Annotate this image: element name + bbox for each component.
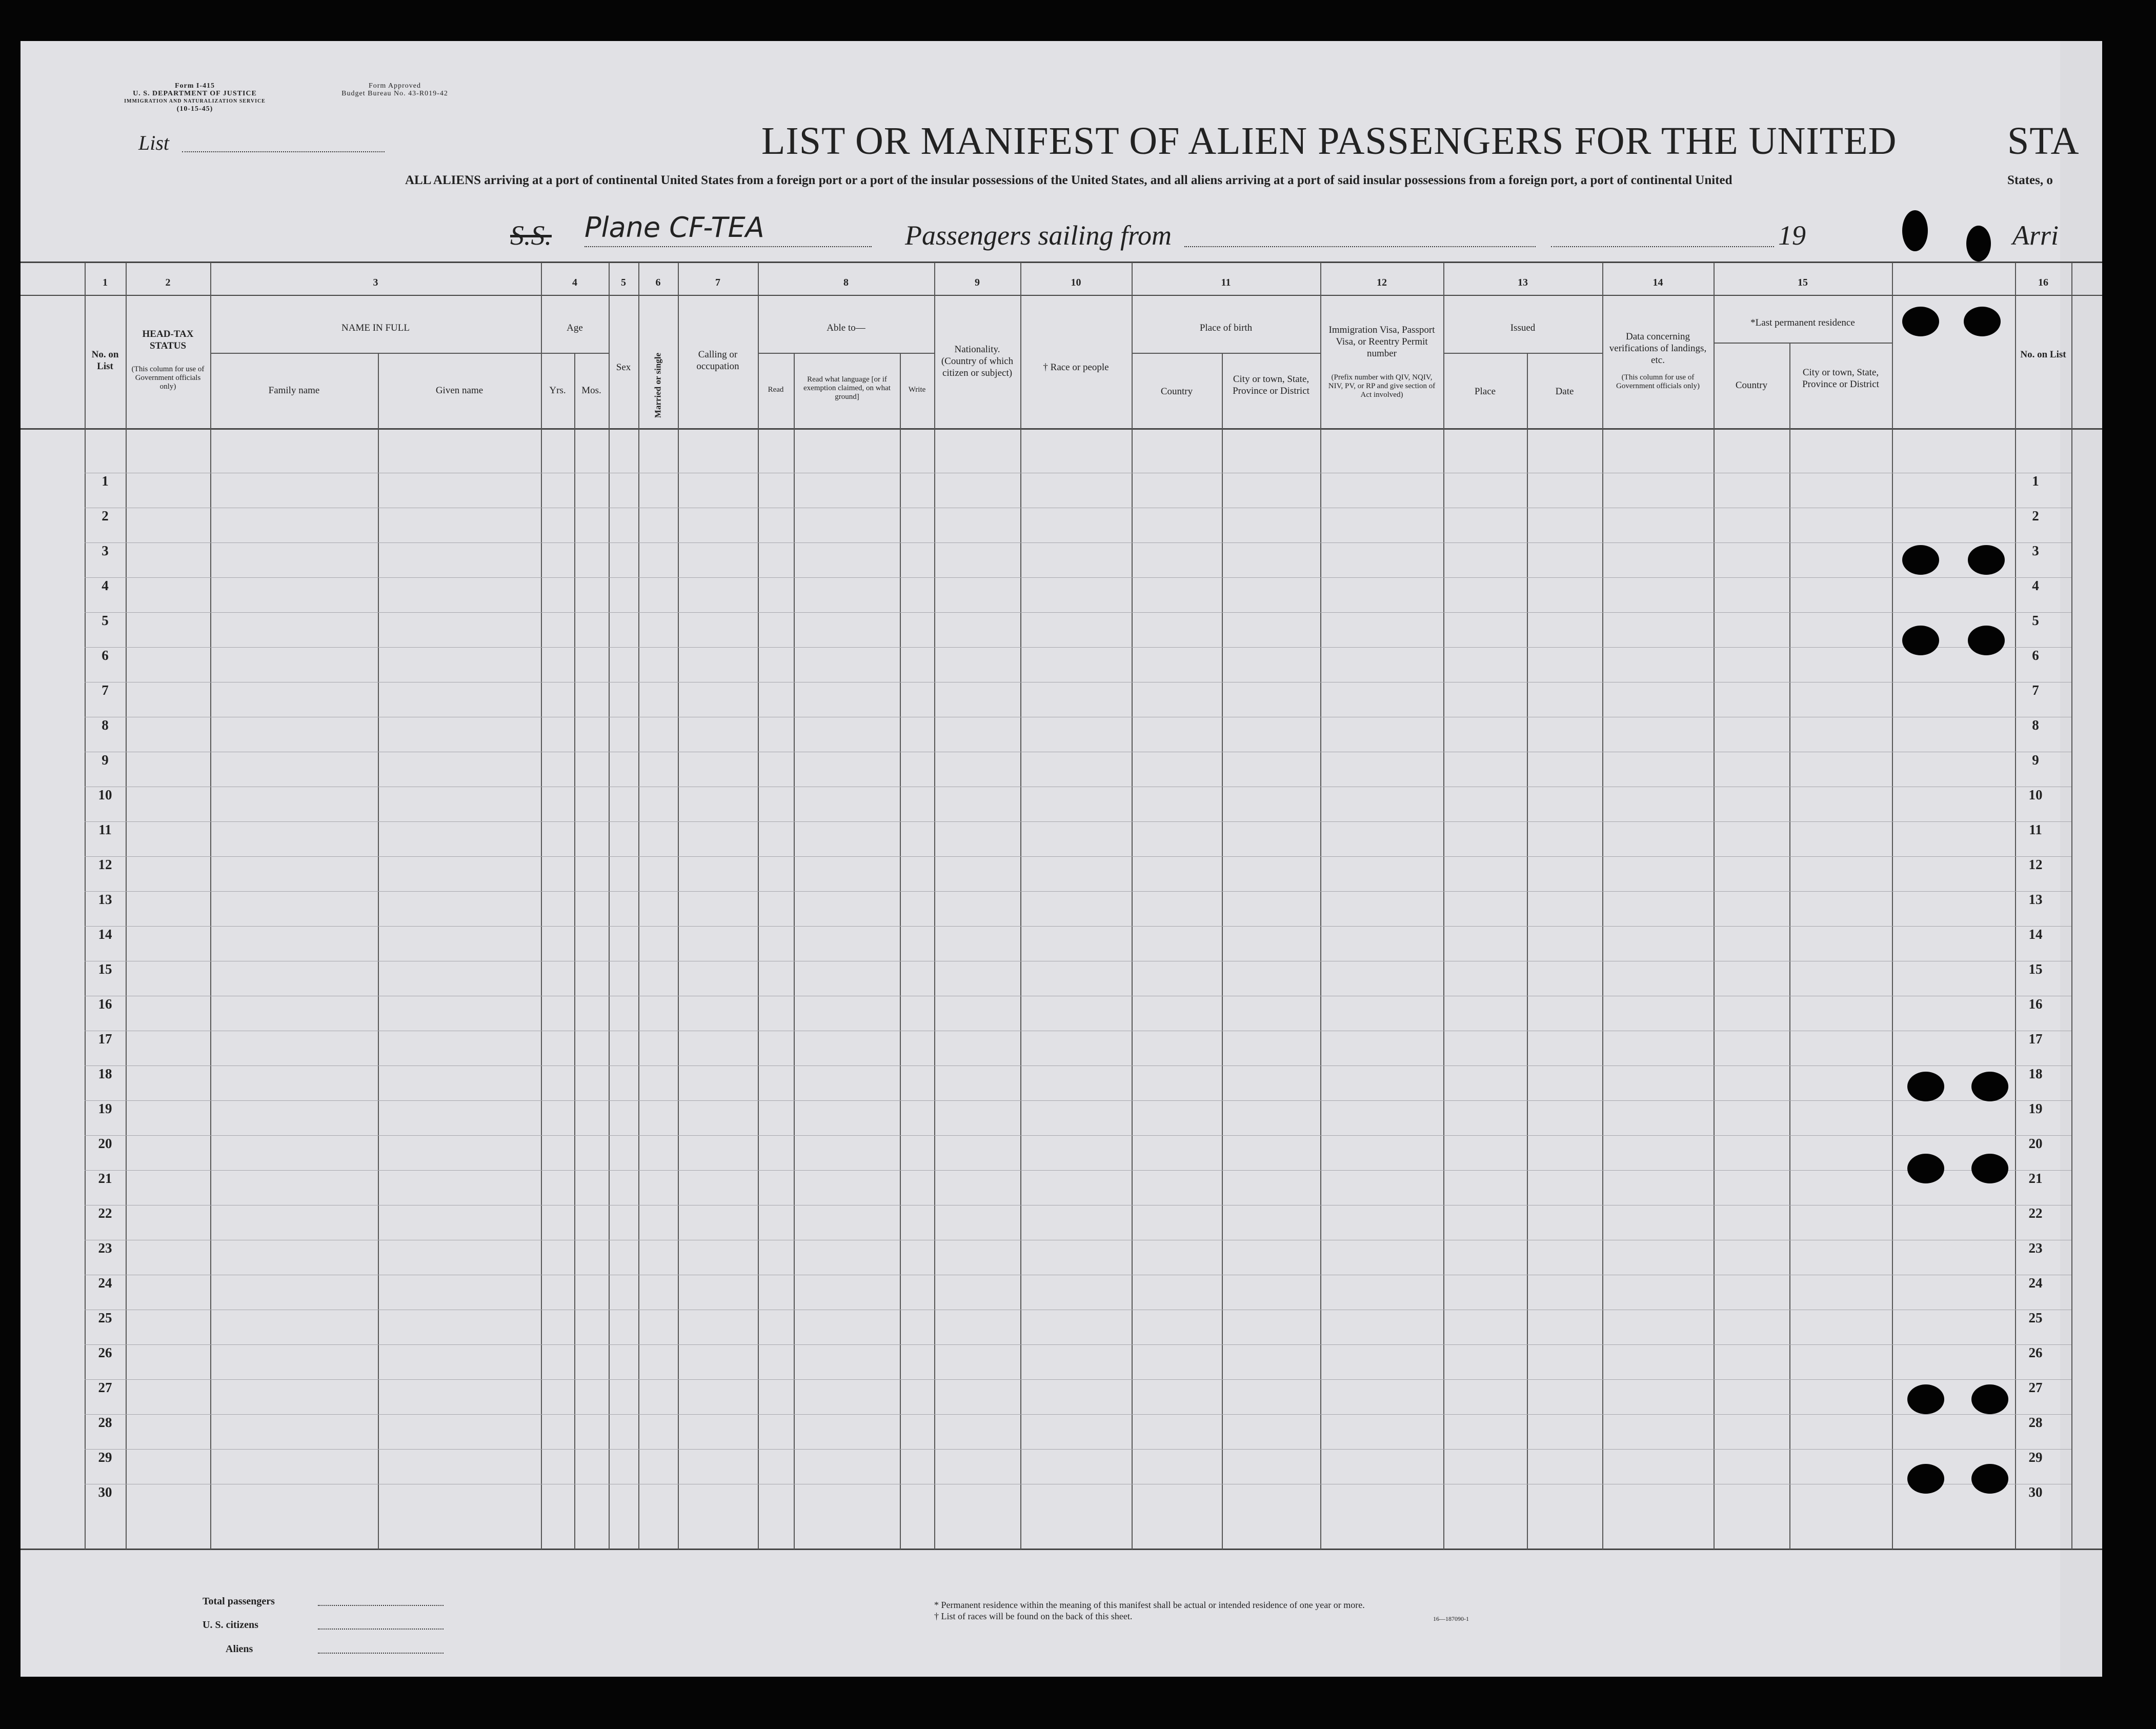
row-rule xyxy=(85,891,2071,892)
row-number: 4 xyxy=(102,578,109,593)
row-number-right: 1 xyxy=(2032,473,2039,489)
header-visa-note: (Prefix number with QIV, NQIV, NIV, PV, or RP and give section of Act involved) xyxy=(1328,373,1436,399)
header-date: Date xyxy=(1555,386,1574,397)
row-number: 19 xyxy=(98,1101,112,1116)
col-num: 1 xyxy=(103,277,108,288)
col-num: 8 xyxy=(843,277,849,288)
header-given-name: Given name xyxy=(435,385,483,396)
row-number: 3 xyxy=(102,543,109,558)
row-number-right: 23 xyxy=(2028,1240,2043,1256)
header-married: Married or single xyxy=(653,352,663,418)
row-number-right: 6 xyxy=(2032,648,2039,663)
row-rule xyxy=(85,856,2071,857)
row-number: 28 xyxy=(98,1415,112,1430)
row-number: 13 xyxy=(98,892,112,907)
row-number: 29 xyxy=(98,1450,112,1465)
footnote-races: † List of races will be found on the back of this sheet. xyxy=(934,1611,1133,1621)
list-field[interactable] xyxy=(182,151,385,152)
column-number-rule xyxy=(21,295,2102,296)
footnote-permanent-residence: * Permanent residence within the meaning of this manifest shall be actual or intended residence of one year or more. xyxy=(934,1600,1365,1610)
header-race: † Race or people xyxy=(1043,362,1109,373)
row-number-right: 9 xyxy=(2032,752,2039,768)
date-field[interactable] xyxy=(1551,246,1774,247)
row-rule xyxy=(85,1449,2071,1450)
col-num: 4 xyxy=(572,277,577,288)
header-city-2: City or town, State, Province or District xyxy=(1802,367,1879,390)
col-num: 7 xyxy=(715,277,720,288)
row-number: 14 xyxy=(98,927,112,942)
header-data-note: (This column for use of Government officials only) xyxy=(1616,373,1700,390)
footer-citizens-label: U. S. citizens xyxy=(203,1619,258,1631)
row-number: 22 xyxy=(98,1205,112,1221)
row-rule xyxy=(85,926,2071,927)
row-number: 6 xyxy=(102,648,109,663)
header-place-of-birth: Place of birth xyxy=(1199,323,1253,333)
header-yrs: Yrs. xyxy=(549,385,566,396)
list-label: List xyxy=(138,131,170,154)
row-number: 16 xyxy=(98,996,112,1012)
header-data-concerning: Data concerning verifications of landings, etc. xyxy=(1609,331,1707,366)
header-mos: Mos. xyxy=(581,385,601,396)
row-number-right: 17 xyxy=(2028,1031,2043,1047)
col-num: 11 xyxy=(1221,277,1231,288)
header-country: Country xyxy=(1160,386,1193,397)
row-number: 23 xyxy=(98,1240,112,1256)
row-number: 25 xyxy=(98,1310,112,1325)
budget-number: Budget Bureau No. 43-R019-42 xyxy=(341,90,448,97)
form-identifier xyxy=(113,82,277,113)
vessel-name-handwritten: Plane CF-TEA xyxy=(585,211,764,244)
row-number-right: 2 xyxy=(2032,508,2039,524)
row-number: 27 xyxy=(98,1380,112,1395)
row-number: 2 xyxy=(102,508,109,524)
aliens-field[interactable] xyxy=(318,1653,444,1654)
row-number: 7 xyxy=(102,682,109,698)
page-title: LIST OR MANIFEST OF ALIEN PASSENGERS FOR THE UNITED xyxy=(761,119,1897,163)
row-number-right: 30 xyxy=(2028,1484,2043,1500)
row-number: 1 xyxy=(102,473,109,489)
col-num: 3 xyxy=(373,277,378,288)
service: IMMIGRATION AND NATURALIZATION SERVICE xyxy=(124,98,266,104)
row-rule xyxy=(85,1170,2071,1171)
col-num: 14 xyxy=(1653,277,1663,288)
row-number-right: 26 xyxy=(2028,1345,2043,1360)
total-field[interactable] xyxy=(318,1605,444,1606)
department: U. S. DEPARTMENT OF JUSTICE xyxy=(133,90,257,97)
header-issued: Issued xyxy=(1510,323,1536,333)
row-number-right: 18 xyxy=(2028,1066,2043,1081)
row-number-right: 13 xyxy=(2028,892,2043,907)
footer-aliens-label: Aliens xyxy=(226,1643,253,1655)
row-rule xyxy=(85,577,2071,578)
col-num: 16 xyxy=(2038,277,2048,288)
subtitle: ALL ALIENS arriving at a port of continental United States from a foreign port or a port of the insular possessions of the United States, and all aliens arriving at a port of said insular possessions from a foreign port, a port of continental United xyxy=(405,173,1732,187)
header-read: Read xyxy=(768,386,784,394)
row-number-right: 5 xyxy=(2032,613,2039,628)
ss-label: S.S. xyxy=(510,220,552,251)
row-number-right: 24 xyxy=(2028,1275,2043,1291)
header-calling: Calling or occupation xyxy=(696,349,739,372)
row-rule xyxy=(85,1065,2071,1066)
row-number-right: 15 xyxy=(2028,961,2043,977)
printer-code: 16—187090-1 xyxy=(1433,1615,1469,1622)
row-number-right: 11 xyxy=(2029,822,2042,837)
row-number: 20 xyxy=(98,1136,112,1151)
row-number: 9 xyxy=(102,752,109,768)
row-number-right: 25 xyxy=(2028,1310,2043,1325)
header-write: Write xyxy=(908,386,926,394)
header-country-2: Country xyxy=(1735,380,1768,391)
date-code: (10-15-45) xyxy=(176,105,213,113)
row-rule xyxy=(85,1379,2071,1380)
row-number: 10 xyxy=(98,787,112,802)
col-num: 15 xyxy=(1798,277,1808,288)
row-number: 18 xyxy=(98,1066,112,1081)
row-rule xyxy=(85,1135,2071,1136)
row-number-right: 8 xyxy=(2032,717,2039,733)
row-number-right: 19 xyxy=(2028,1101,2043,1116)
table-top-rule xyxy=(21,262,2102,263)
row-rule xyxy=(85,612,2071,613)
row-number-right: 10 xyxy=(2028,787,2043,802)
vessel-field[interactable] xyxy=(585,246,872,247)
header-name-in-full: NAME IN FULL xyxy=(341,323,410,333)
row-number: 30 xyxy=(98,1484,112,1500)
row-number-right: 3 xyxy=(2032,543,2039,558)
row-rule xyxy=(85,647,2071,648)
col-num: 6 xyxy=(655,277,661,288)
header-sex: Sex xyxy=(616,362,631,373)
row-number: 15 xyxy=(98,961,112,977)
row-number: 5 xyxy=(102,613,109,628)
col-num: 13 xyxy=(1518,277,1528,288)
header-no-on-list: No. on List xyxy=(91,349,119,372)
row-number: 17 xyxy=(98,1031,112,1047)
form-number: Form I-415 xyxy=(174,82,215,90)
row-number: 26 xyxy=(98,1345,112,1360)
row-rule xyxy=(85,821,2071,822)
subtitle-right: States, o xyxy=(2007,173,2053,187)
row-number: 8 xyxy=(102,717,109,733)
header-head-tax-note: (This column for use of Government officials only) xyxy=(131,365,205,391)
row-number: 21 xyxy=(98,1171,112,1186)
row-rule xyxy=(85,1344,2071,1345)
col-num: 12 xyxy=(1377,277,1387,288)
year-prefix: 19 xyxy=(1778,220,1806,251)
col-num: 2 xyxy=(165,277,171,288)
header-visa: Immigration Visa, Passport Visa, or Reentry Permit number xyxy=(1328,325,1435,359)
row-rule xyxy=(85,1414,2071,1415)
citizens-field[interactable] xyxy=(318,1629,444,1630)
form-approved: Form Approved xyxy=(368,82,421,90)
page-title-right: STA xyxy=(2007,119,2080,163)
row-number-right: 4 xyxy=(2032,578,2039,593)
row-number-right: 14 xyxy=(2028,927,2043,942)
sailing-label: Passengers sailing from xyxy=(905,220,1172,251)
header-no-on-list-right: No. on List xyxy=(2020,349,2066,360)
sailing-from-field[interactable] xyxy=(1184,246,1536,247)
row-number: 12 xyxy=(98,857,112,872)
header-nationality: Nationality. (Country of which citizen or subject) xyxy=(941,344,1014,378)
row-number-right: 7 xyxy=(2032,682,2039,698)
row-number-right: 29 xyxy=(2028,1450,2043,1465)
row-number-right: 27 xyxy=(2028,1380,2043,1395)
header-place: Place xyxy=(1474,386,1496,397)
row-number-right: 12 xyxy=(2028,857,2043,872)
row-rule xyxy=(85,1100,2071,1101)
row-number-right: 16 xyxy=(2028,996,2043,1012)
col-num: 10 xyxy=(1071,277,1081,288)
row-number-right: 22 xyxy=(2028,1205,2043,1221)
row-rule xyxy=(85,542,2071,543)
row-number: 11 xyxy=(98,822,112,837)
header-city: City or town, State, Province or District xyxy=(1233,374,1309,396)
approval-block xyxy=(308,82,482,97)
row-number: 24 xyxy=(98,1275,112,1291)
col-num: 5 xyxy=(621,277,626,288)
col-num: 9 xyxy=(975,277,980,288)
row-number-right: 20 xyxy=(2028,1136,2043,1151)
arrival-label: Arri xyxy=(2012,220,2059,251)
footer-total-label: Total passengers xyxy=(203,1596,275,1607)
row-number-right: 28 xyxy=(2028,1415,2043,1430)
header-head-tax: HEAD-TAX STATUS xyxy=(142,329,194,351)
header-read-what: Read what language [or if exemption claimed, on what ground] xyxy=(803,375,891,401)
header-family-name: Family name xyxy=(268,385,320,396)
header-last-residence: *Last permanent residence xyxy=(1750,317,1855,328)
header-able-to: Able to— xyxy=(827,323,865,333)
row-number-right: 21 xyxy=(2028,1171,2043,1186)
header-age: Age xyxy=(567,323,583,333)
